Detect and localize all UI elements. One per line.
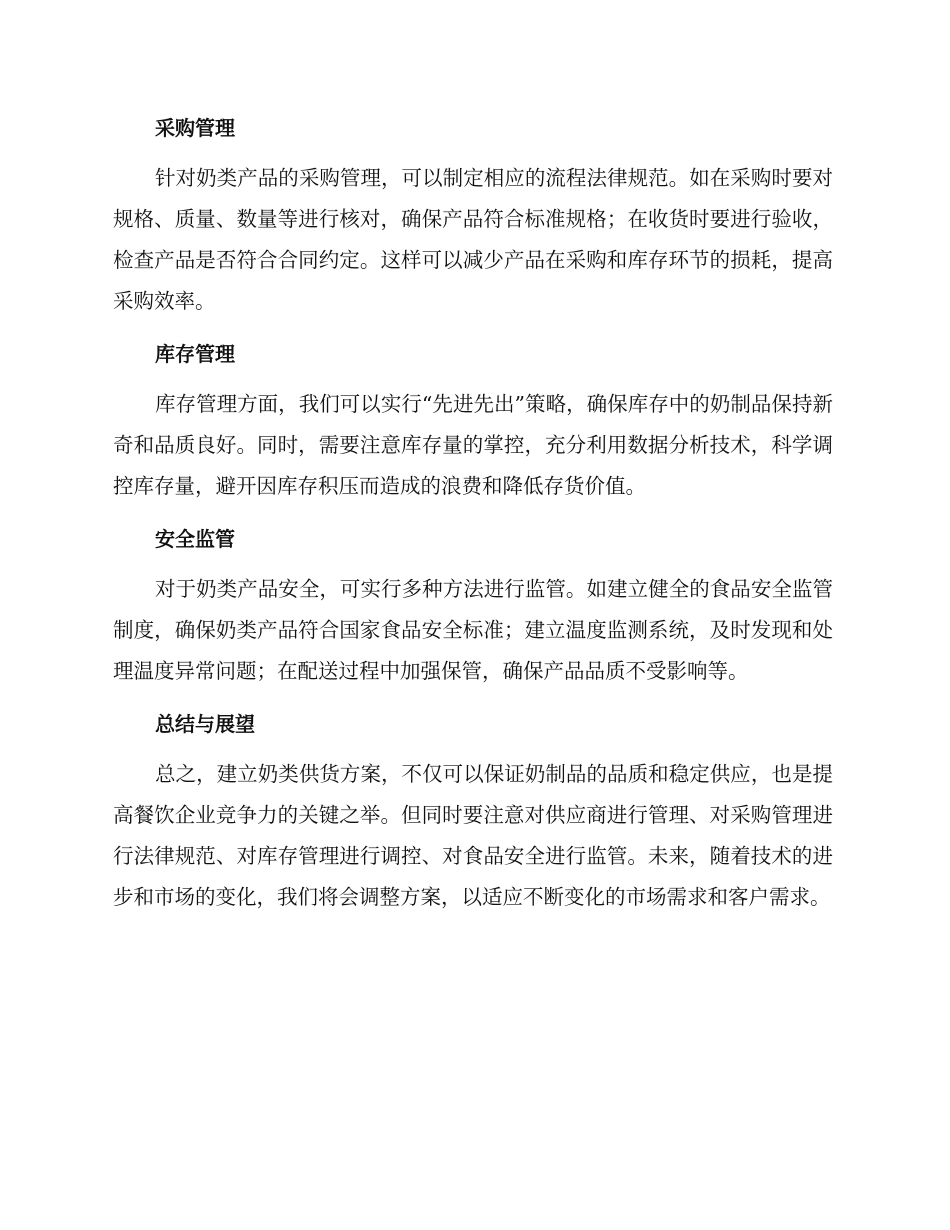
section-heading: 库存管理 [155, 342, 235, 366]
section-heading: 安全监管 [155, 527, 235, 551]
section-summary [113, 704, 833, 918]
section-paragraph: 总之，建立奶类供货方案，不仅可以保证奶制品的品质和稳定供应，也是提高餐饮企业竞争力的关键之举。但同时要注意对供应商进行管理、对采购管理进行法律规范、对库存管理进行调控、对食品安全进行监管。未来，随着技术的进步和市场的变化，我们将会调整方案，以适应不断变化的市场需求和客户需求。 [113, 762, 833, 909]
section-safety [113, 519, 833, 692]
document-body [113, 108, 833, 930]
section-procurement [113, 108, 833, 322]
section-paragraph: 库存管理方面，我们可以实行“先进先出”策略，确保库存中的奶制品保持新奇和品质良好。同时，需要注意库存量的掌控，充分利用数据分析技术，科学调控库存量，避开因库存积压而造成的浪费和降低存货价值。 [113, 392, 833, 498]
section-heading: 采购管理 [155, 116, 235, 140]
section-paragraph: 针对奶类产品的采购管理，可以制定相应的流程法律规范。如在采购时要对规格、质量、数量等进行核对，确保产品符合标准规格；在收货时要进行验收，检查产品是否符合合同约定。这样可以减少产品在采购和库存环节的损耗，提高采购效率。 [113, 166, 833, 313]
section-paragraph: 对于奶类产品安全，可实行多种方法进行监管。如建立健全的食品安全监管制度，确保奶类产品符合国家食品安全标准；建立温度监测系统，及时发现和处理温度异常问题；在配送过程中加强保管，确保产品品质不受影响等。 [113, 577, 833, 683]
section-heading: 总结与展望 [155, 712, 255, 736]
section-inventory [113, 334, 833, 507]
